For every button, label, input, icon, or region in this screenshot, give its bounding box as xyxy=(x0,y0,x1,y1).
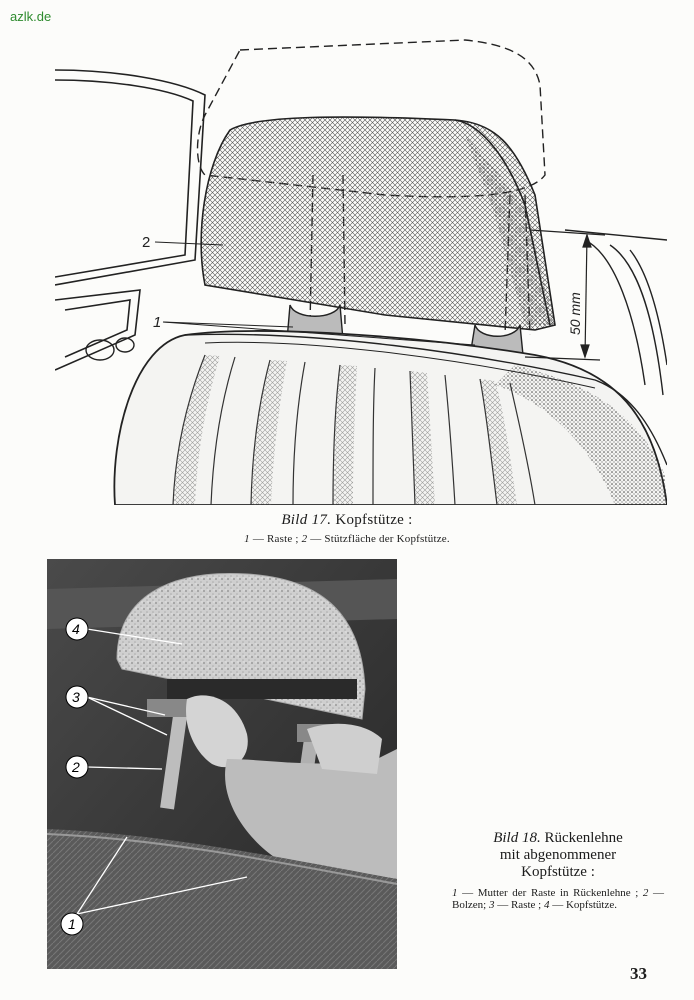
caption-prefix: Bild 17. xyxy=(281,512,332,528)
headrest-base xyxy=(167,679,357,699)
photo-callout-3: 3 xyxy=(72,689,80,705)
car-door-frame xyxy=(55,70,205,370)
caption-line2: mit abgenommener xyxy=(499,847,617,863)
legend-text: — Stützfläche der Kopfstütze. xyxy=(310,533,450,545)
site-watermark: azlk.de xyxy=(10,9,52,24)
dimension-label: 50 mm xyxy=(567,292,583,335)
headrest-cushion xyxy=(201,117,555,330)
legend-text: — Mutter der Raste in Rückenlehne ; xyxy=(462,887,639,899)
legend-num: 1 xyxy=(452,887,458,899)
raste-left xyxy=(147,699,187,717)
figure-18-photo xyxy=(47,559,397,969)
legend-num: 1 xyxy=(244,533,250,545)
photo-callout-1: 1 xyxy=(68,916,76,932)
legend-text: — Raste ; xyxy=(497,899,542,911)
legend-text: — Bolzen; xyxy=(452,887,665,911)
photo-callout-4: 4 xyxy=(72,621,80,637)
seat-backrest xyxy=(114,331,667,505)
door-handle xyxy=(86,338,134,360)
figure-17-caption xyxy=(0,512,694,545)
page-number: 33 xyxy=(630,964,647,983)
legend-num: 3 xyxy=(488,899,495,911)
caption-title: Kopfstütze : xyxy=(335,512,413,528)
callout-1: 1 xyxy=(153,314,162,331)
legend-num: 2 xyxy=(642,887,649,899)
figure-18-legend xyxy=(448,887,668,911)
legend-text: — Raste ; xyxy=(252,533,299,545)
legend-num: 2 xyxy=(301,533,308,545)
figure-17-drawing xyxy=(55,35,667,505)
photo-callout-2: 2 xyxy=(72,759,80,775)
legend-num: 4 xyxy=(543,899,550,911)
callout-2: 2 xyxy=(142,234,151,251)
figure-18-caption xyxy=(448,830,668,911)
figure-17-legend xyxy=(0,533,694,545)
caption-line3: Kopfstütze : xyxy=(521,864,595,880)
legend-text: — Kopfstütze. xyxy=(552,899,617,911)
caption-prefix: Bild 18. xyxy=(493,830,541,846)
caption-line1: Rückenlehne xyxy=(544,830,623,846)
